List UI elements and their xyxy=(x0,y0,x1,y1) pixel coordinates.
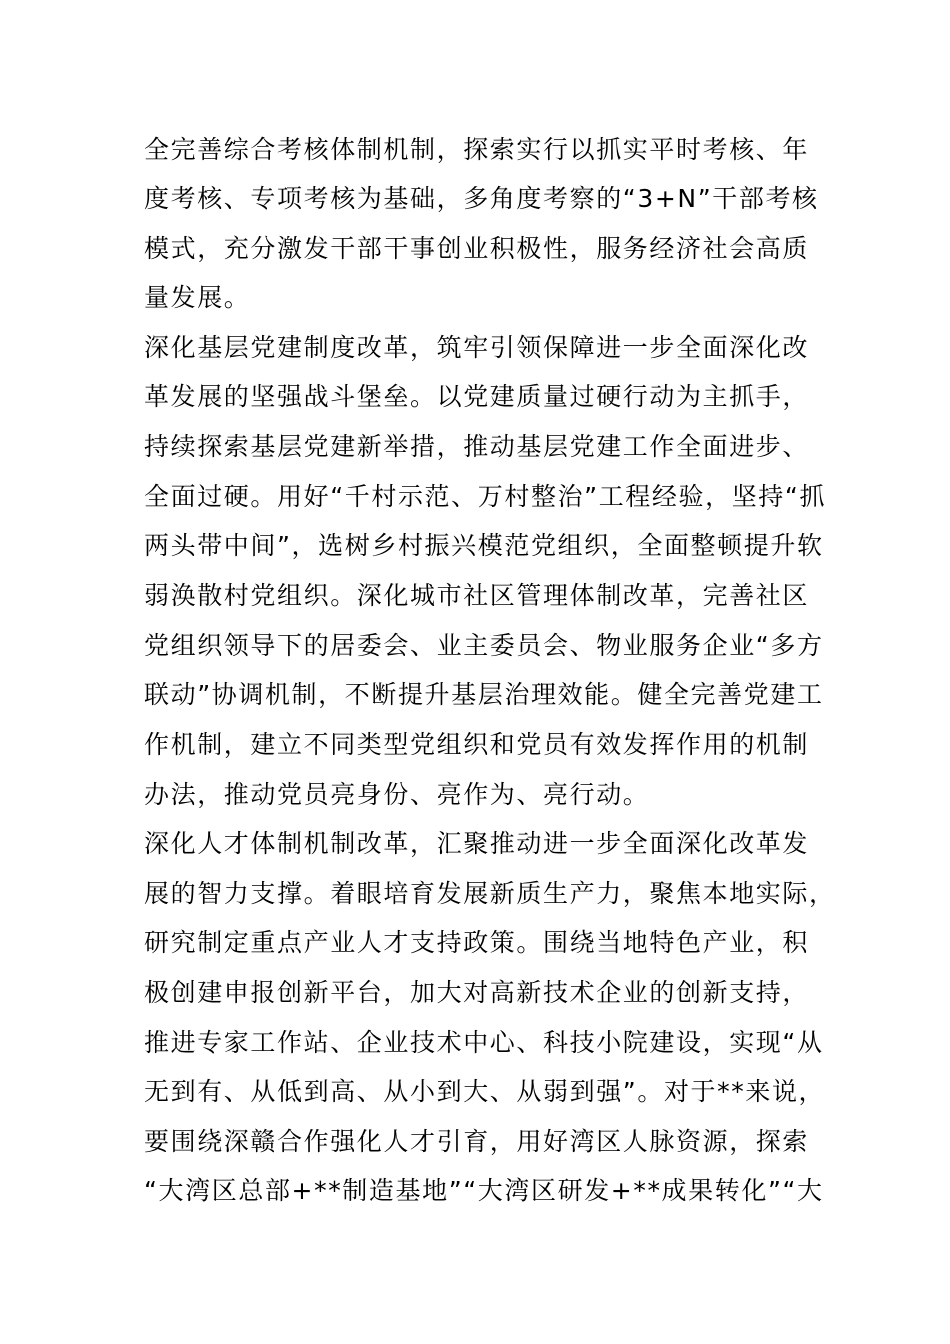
text-line: 要围绕深赣合作强化人才引育，用好湾区人脉资源，探索 xyxy=(144,1127,810,1156)
text-line: 模式，充分激发干部干事创业积极性，服务经济社会高质 xyxy=(144,234,810,263)
text-line: 党组织领导下的居委会、业主委员会、物业服务企业“多方 xyxy=(144,631,824,660)
text-line: 作机制，建立不同类型党组织和党员有效发挥作用的机制 xyxy=(144,730,810,759)
text-line: 全面过硬。用好“千村示范、万村整治”工程经验，坚持“抓 xyxy=(144,482,827,511)
text-line: 联动”协调机制，不断提升基层治理效能。健全完善党建工 xyxy=(144,680,824,709)
text-line: 弱涣散村党组织。深化城市社区管理体制改革，完善社区 xyxy=(144,581,810,610)
text-line: “大湾区总部+**制造基地”“大湾区研发+**成果转化”“大 xyxy=(144,1176,824,1205)
text-line: 持续探索基层党建新举措，推动基层党建工作全面进步、 xyxy=(144,432,810,461)
text-line: 深化基层党建制度改革，筑牢引领保障进一步全面深化改 xyxy=(144,333,810,362)
text-line: 量发展。 xyxy=(144,283,251,312)
text-line: 展的智力支撑。着眼培育发展新质生产力，聚焦本地实际， xyxy=(144,879,836,908)
text-line: 深化人才体制机制改革，汇聚推动进一步全面深化改革发 xyxy=(144,829,810,858)
text-line: 两头带中间”，选树乡村振兴模范党组织，全面整顿提升软 xyxy=(144,531,824,560)
text-line: 极创建申报创新平台，加大对高新技术企业的创新支持， xyxy=(144,978,810,1007)
text-line: 革发展的坚强战斗堡垒。以党建质量过硬行动为主抓手， xyxy=(144,382,810,411)
text-line: 全完善综合考核体制机制，探索实行以抓实平时考核、年 xyxy=(144,135,810,164)
text-line: 办法，推动党员亮身份、亮作为、亮行动。 xyxy=(144,780,650,809)
text-line: 度考核、专项考核为基础，多角度考察的“3+N”干部考核 xyxy=(144,184,819,213)
text-line: 无到有、从低到高、从小到大、从弱到强”。对于**来说， xyxy=(144,1077,826,1106)
text-line: 推进专家工作站、企业技术中心、科技小院建设，实现“从 xyxy=(144,1028,824,1057)
text-line: 研究制定重点产业人才支持政策。围绕当地特色产业，积 xyxy=(144,928,810,957)
